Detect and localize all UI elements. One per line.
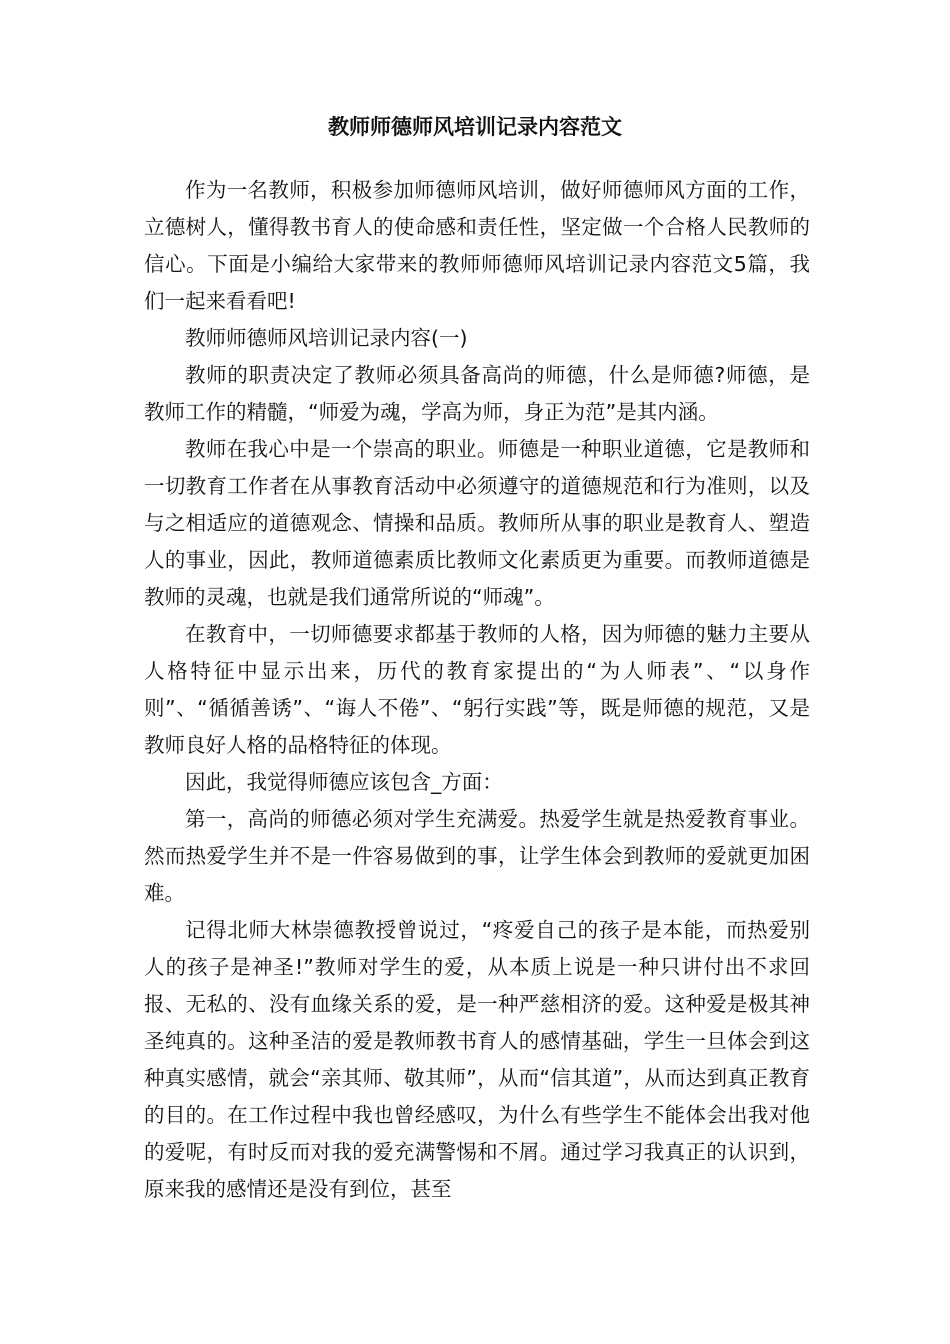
paragraph-intro: 作为一名教师，积极参加师德师风培训，做好师德师风方面的工作，立德树人，懂得教书育人的使命感和责任性，坚定做一个合格人民教师的信心。下面是小编给大家带来的教师师德师风培训记录内容范文5篇，我们一起来看看吧! bbox=[144, 178, 810, 313]
paragraph: 记得北师大林崇德教授曾说过，“疼爱自己的孩子是本能，而热爱别人的孩子是神圣!”教师对学生的爱，从本质上说是一种只讲付出不求回报、无私的、没有血缘关系的爱，是一种严慈相济的爱。这种爱是极其神圣纯真的。这种圣洁的爱是教师教书育人的感情基础，学生一旦体会到这种真实感情，就会“亲其师、敬其师”，从而“信其道”，从而达到真正教育的目的。在工作过程中我也曾经感叹，为什么有些学生不能体会出我对他的爱呢，有时反而对我的爱充满警惕和不屑。通过学习我真正的认识到，原来我的感情还是没有到位，甚至 bbox=[144, 918, 810, 1201]
paragraph: 在教育中，一切师德要求都基于教师的人格，因为师德的魅力主要从人格特征中显示出来，历代的教育家提出的“为人师表”、“以身作则”、“循循善诱”、“诲人不倦”、“躬行实践”等，既是师德的规范，又是教师良好人格的品格特征的体现。 bbox=[144, 622, 810, 757]
paragraph: 教师在我心中是一个崇高的职业。师德是一种职业道德，它是教师和一切教育工作者在从事教育活动中必须遵守的道德规范和行为准则，以及与之相适应的道德观念、情操和品质。教师所从事的职业是教育人、塑造人的事业，因此，教师道德素质比教师文化素质更为重要。而教师道德是教师的灵魂，也就是我们通常所说的“师魂”。 bbox=[144, 437, 810, 609]
paragraph: 第一，高尚的师德必须对学生充满爱。热爱学生就是热爱教育事业。然而热爱学生并不是一件容易做到的事，让学生体会到教师的爱就更加困难。 bbox=[144, 807, 810, 905]
paragraph: 因此，我觉得师德应该包含_方面： bbox=[185, 770, 503, 794]
paragraph: 教师的职责决定了教师必须具备高尚的师德，什么是师德?师德，是教师工作的精髓，“师爱为魂，学高为师，身正为范”是其内涵。 bbox=[144, 363, 810, 424]
document-body bbox=[144, 172, 810, 1208]
paragraph-section-heading: 教师师德师风培训记录内容(一) bbox=[185, 326, 468, 350]
document-title: 教师师德师风培训记录内容范文 bbox=[328, 115, 622, 139]
